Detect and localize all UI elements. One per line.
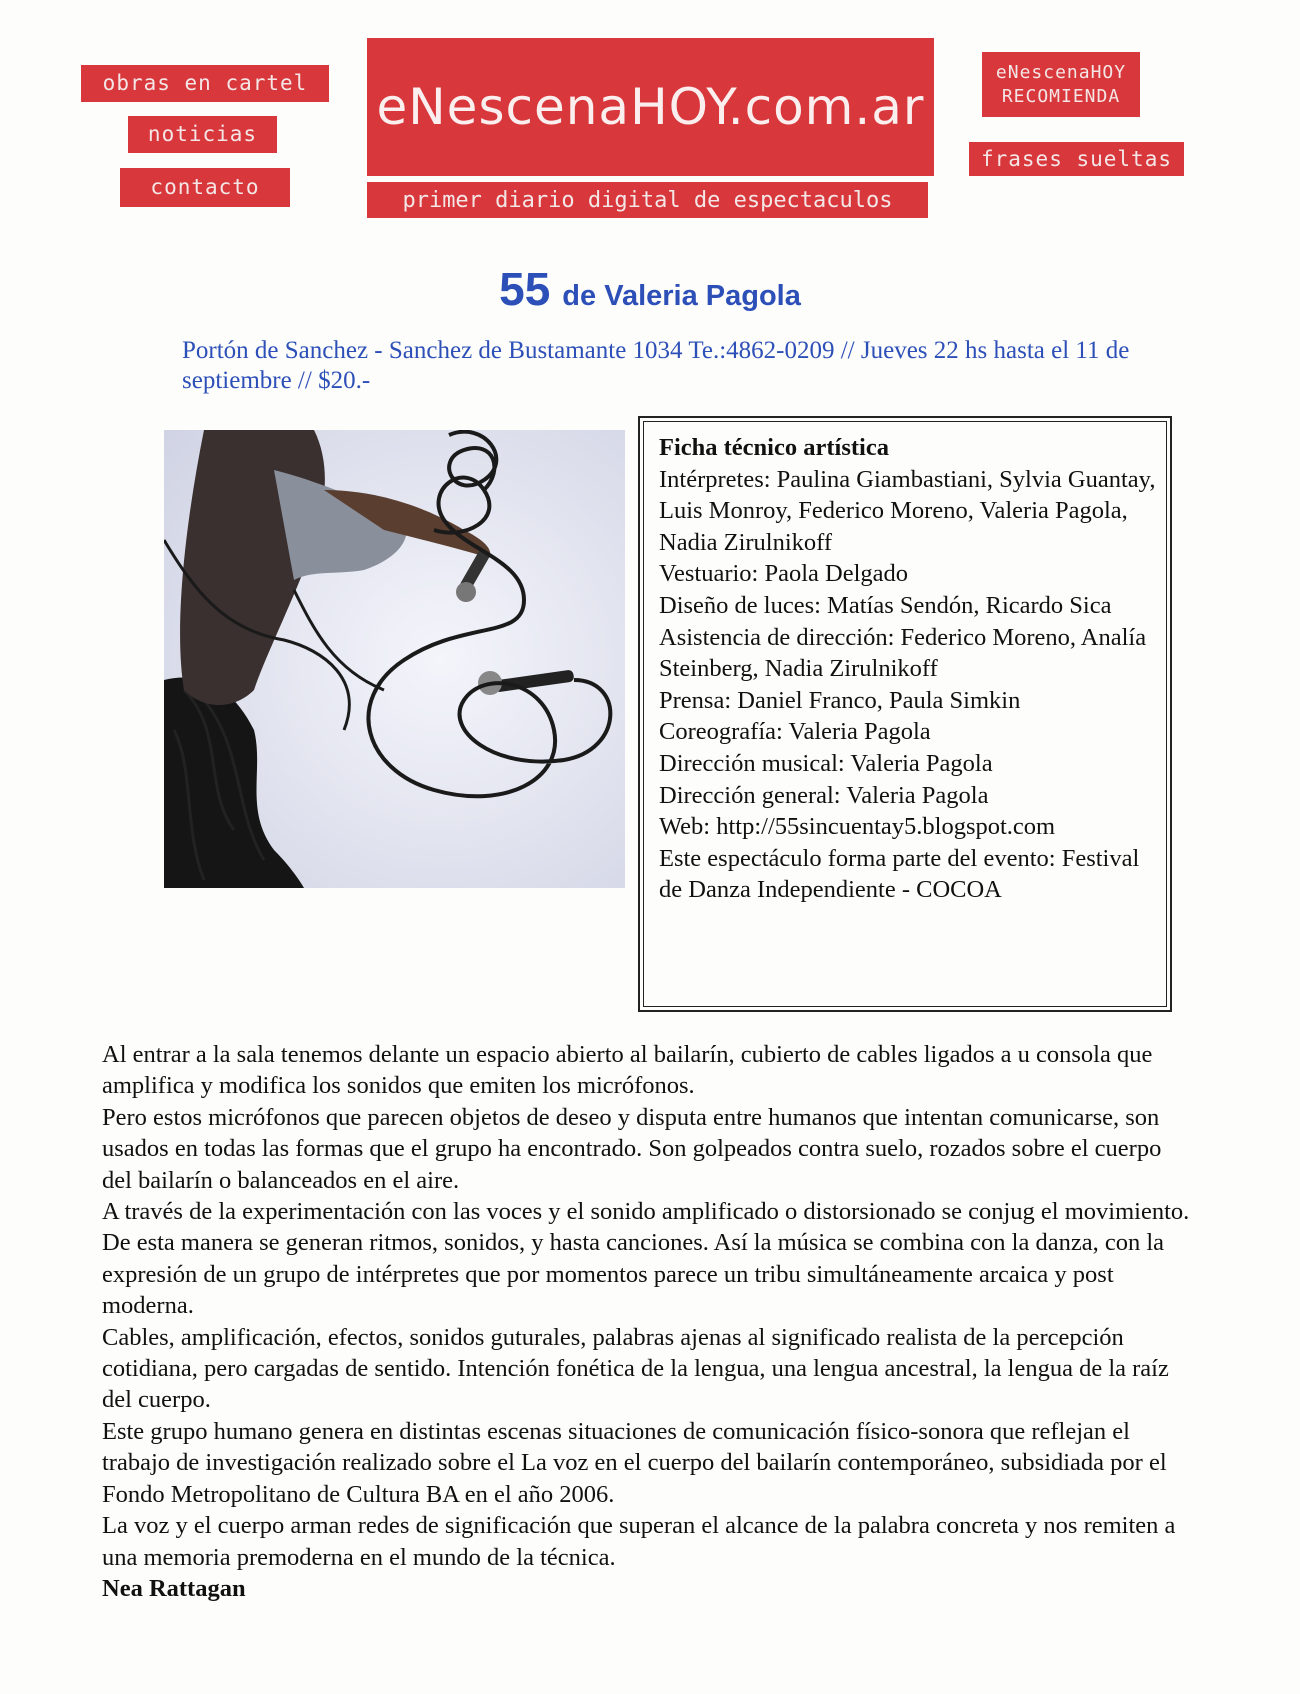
- nav-contacto[interactable]: contacto: [120, 168, 290, 207]
- credit-musical-direction: Dirección musical: Valeria Pagola: [659, 749, 993, 777]
- review-paragraph: Al entrar a la sala tenemos delante un espacio abierto al bailarín, cubierto de cables ligados a u consola que amplifica y modifica los sonidos que emiten los micrófonos.: [102, 1041, 1153, 1100]
- credit-performers: Intérpretes: Paulina Giambastiani, Sylvia Guantay, Luis Monroy, Federico Moreno, Valeria Pagola, Nadia Zirulnikoff: [659, 465, 1156, 556]
- nav-noticias[interactable]: noticias: [128, 116, 277, 153]
- credit-press: Prensa: Daniel Franco, Paula Simkin: [659, 686, 1021, 714]
- credit-lighting: Diseño de luces: Matías Sendón, Ricardo Sica: [659, 591, 1112, 619]
- credits-heading: Ficha técnico artística: [659, 434, 889, 461]
- venue-info: Portón de Sanchez - Sanchez de Bustamante 1034 Te.:4862-0209 // Jueves 22 hs hasta el 11 de septiembre // $20.-: [182, 337, 1130, 394]
- show-photo: [164, 430, 625, 888]
- review-body: [102, 1039, 1192, 1604]
- site-logo[interactable]: [367, 38, 934, 176]
- show-number: 55: [499, 263, 551, 315]
- nav-obras-en-cartel[interactable]: obras en cartel: [81, 65, 329, 102]
- site-logo-text: eNescenaHOY.com.ar: [376, 78, 925, 136]
- review-paragraph: Pero estos micrófonos que parecen objetos de deseo y disputa entre humanos que intentan comunicarse, son usados en todas las formas que el grupo ha encontrado. Son golpeados contra suelo, rozados sobre el cuerpo del bailarín o balanceados en el aire.: [102, 1103, 1162, 1194]
- credits-box: [638, 416, 1172, 1012]
- review-author: Nea Rattagan: [102, 1574, 246, 1602]
- nav-enescenahoy-recomienda[interactable]: eNescenaHOY RECOMIENDA: [982, 52, 1140, 117]
- credit-event: Este espectáculo forma parte del evento: Festival de Danza Independiente - COCOA: [659, 844, 1140, 904]
- show-title: [0, 262, 1300, 316]
- nav-frases-sueltas[interactable]: frases sueltas: [969, 142, 1184, 176]
- credit-general-direction: Dirección general: Valeria Pagola: [659, 781, 989, 809]
- show-author-line: de Valeria Pagola: [562, 280, 801, 312]
- credit-web: Web: http://55sincuentay5.blogspot.com: [659, 813, 1056, 841]
- credits-content: [643, 421, 1167, 1007]
- site-tagline: primer diario digital de espectaculos: [367, 182, 928, 218]
- credit-choreography: Coreografía: Valeria Pagola: [659, 718, 931, 746]
- credit-costumes: Vestuario: Paola Delgado: [659, 560, 909, 588]
- review-paragraph: Este grupo humano genera en distintas escenas situaciones de comunicación físico-sonora que reflejan el trabajo de investigación realizado sobre el La voz en el cuerpo del bailarín contemporáneo, subsidiada por el Fondo Metropolitano de Cultura BA en el año 2006.: [102, 1417, 1167, 1508]
- review-paragraph: La voz y el cuerpo arman redes de significación que superan el alcance de la palabra concreta y nos remiten a una memoria premoderna en el mundo de la técnica.: [102, 1512, 1176, 1571]
- review-paragraph: Cables, amplificación, efectos, sonidos guturales, palabras ajenas al significado realista de la percepción cotidiana, pero cargadas de sentido. Intención fonética de la lengua, una lengua ancestral, la lengua de la raíz del cuerpo.: [102, 1323, 1169, 1414]
- credit-assistant-direction: Asistencia de dirección: Federico Moreno, Analía Steinberg, Nadia Zirulnikoff: [659, 623, 1147, 683]
- review-paragraph: A través de la experimentación con las voces y el sonido amplificado o distorsionado se conjug el movimiento. De esta manera se generan ritmos, sonidos, y hasta canciones. Así la música se combina con la danza, con la expresión de un grupo de intérpretes que por momentos parece un tribu simultáneamente arcaica y post moderna.: [102, 1198, 1190, 1320]
